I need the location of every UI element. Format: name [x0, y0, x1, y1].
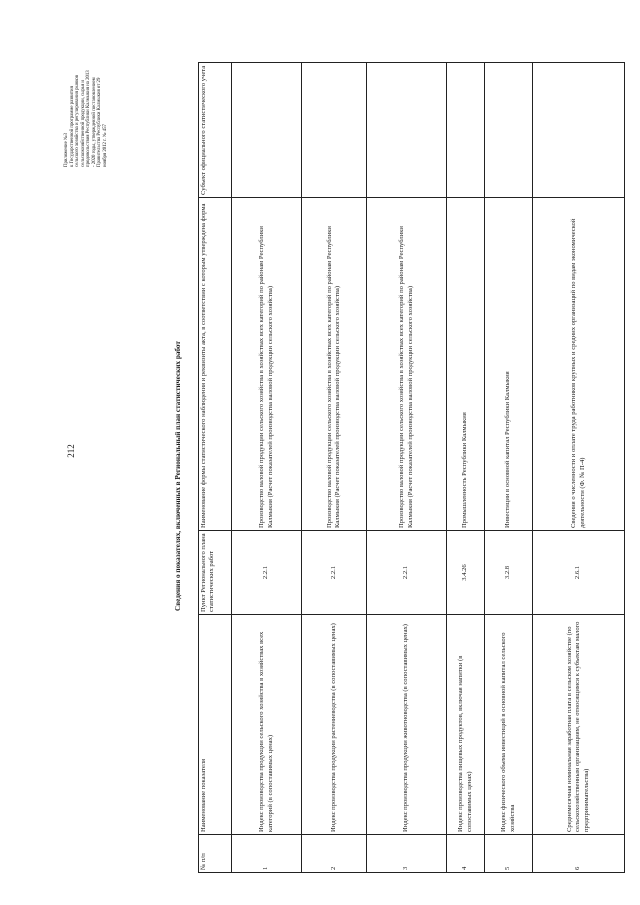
- table-row: [485, 63, 533, 873]
- row-subject: [447, 63, 485, 198]
- row-point: 2.2.1: [367, 531, 447, 615]
- row-form: Производство валовой продукции сельского хозяйства в хозяйствах всех категорий по районам Республики Калмыкия (Расчет показателей производства валовой продукции сельского хозяйства): [232, 198, 302, 531]
- row-num: 5: [485, 835, 533, 873]
- row-point: 3.4.26: [447, 531, 485, 615]
- row-num: 4: [447, 835, 485, 873]
- appendix-note: [64, 39, 108, 167]
- row-point: 2.2.1: [232, 531, 302, 615]
- row-subject: [232, 63, 302, 198]
- table-row: [302, 63, 367, 873]
- row-point: 2.6.1: [533, 531, 625, 615]
- row-name: Индекс производства продукции сельского хозяйства в хозяйствах всех категорий (в сопоставимых ценах): [232, 615, 302, 835]
- table-row: [533, 63, 625, 873]
- table-container: [198, 63, 624, 873]
- header-form: Наименование формы статистического наблюдения и реквизиты акта, в соответствии с которым утверждена форма: [199, 198, 232, 531]
- row-point: 2.2.1: [302, 531, 367, 615]
- row-name: Среднемесячная номинальная заработная плата в сельском хозяйстве (по сельскохозяйственным организациям, не относящимся к субъектам малого предпринимательства): [533, 615, 625, 835]
- row-form: Производство валовой продукции сельского хозяйства в хозяйствах всех категорий по районам Республики Калмыкия (Расчет показателей производства валовой продукции сельского хозяйства): [302, 198, 367, 531]
- header-num: № п/п: [199, 835, 232, 873]
- appendix-line: Приложение №3: [64, 133, 69, 167]
- appendix-line: Правительства Республики Калмыкия от 29: [97, 77, 103, 167]
- row-name: Индекс производства продукции животноводства (в сопоставимых ценах): [367, 615, 447, 835]
- row-point: 3.2.8: [485, 531, 533, 615]
- table-row: [232, 63, 302, 873]
- row-subject: [367, 63, 447, 198]
- appendix-line: ноября 2012 г. № 457: [102, 124, 108, 167]
- row-form: Инвестиции в основной капитал Республики Калмыкия: [485, 198, 533, 531]
- appendix-line: к Государственной программе развития: [69, 86, 75, 167]
- row-num: 1: [232, 835, 302, 873]
- row-num: 6: [533, 835, 625, 873]
- appendix-line: - 2020 годы, утвержденной постановлением: [91, 77, 97, 167]
- appendix-line: продовольствия Республики Калмыкия на 2013: [86, 70, 92, 167]
- page-number: 212: [66, 444, 76, 458]
- header-subject: Субъект официального статистического учета: [199, 63, 232, 198]
- indicators-table: [198, 62, 625, 873]
- row-name: Индекс производства пищевых продуктов, включая напитки (в сопоставимых ценах): [447, 615, 485, 835]
- row-form: Сведения о численности и оплате труда работников крупных и средних организаций по видам экономической деятельности (Ф. № П-4): [533, 198, 625, 531]
- row-name: Индекс производства продукции растениеводства (в сопоставимых ценах): [302, 615, 367, 835]
- row-num: 3: [367, 835, 447, 873]
- row-num: 2: [302, 835, 367, 873]
- header-name: Наименование показателя: [199, 615, 232, 835]
- row-form: Производство валовой продукции сельского хозяйства в хозяйствах всех категорий по районам Республики Калмыкия (Расчет показателей производства валовой продукции сельского хозяйства): [367, 198, 447, 531]
- table-row: [367, 63, 447, 873]
- header-point: Пункт Регионального плана статистических работ: [199, 531, 232, 615]
- row-name: Индекс физического объема инвестиций в основной капитал сельского хозяйства: [485, 615, 533, 835]
- row-subject: [533, 63, 625, 198]
- document-title: Сведения о показателях, включенных в Региональный план статистических работ: [174, 341, 182, 611]
- row-subject: [302, 63, 367, 198]
- appendix-line: сельскохозяйственной продукции, сырья и: [80, 80, 86, 167]
- row-form: Промышленность Республики Калмыкия: [447, 198, 485, 531]
- table-row: [447, 63, 485, 873]
- appendix-line: сельского хозяйства и регулирования рынков: [75, 74, 81, 167]
- table-header-row: [199, 63, 232, 873]
- row-subject: [485, 63, 533, 198]
